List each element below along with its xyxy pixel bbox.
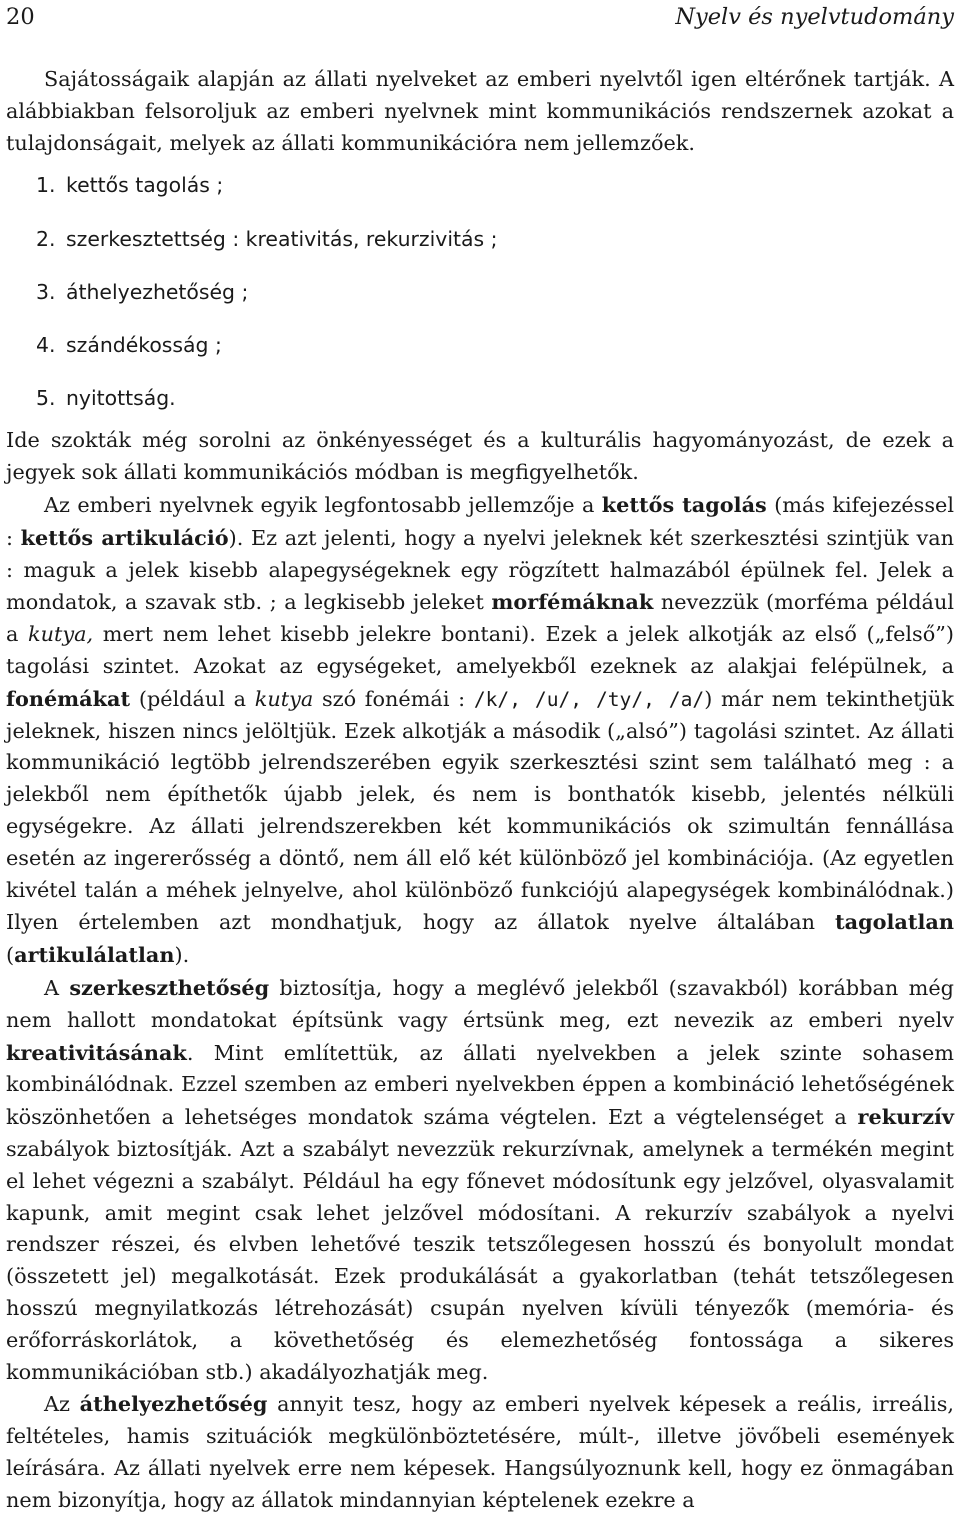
- term-phonemes: fonémákat: [6, 685, 131, 711]
- intro-paragraph: Sajátosságaik alapján az állati nyelveket az emberi nyelvtől igen eltérőnek tartják. A alábbiakban felsoroljuk az emberi nyelvnek mint kommunikációs rendszernek azokat a tulajdonságait, melyek az állati kommunikációra nem jellemzőek.: [6, 67, 954, 155]
- example-word: kutya: [254, 686, 314, 711]
- list-item-label: nyitottság.: [66, 386, 176, 411]
- list-item-label: szándékosság ;: [66, 333, 222, 357]
- list-item-number: 4.: [36, 333, 56, 357]
- example-word: kutya,: [28, 622, 94, 647]
- term-morphemes: morfémáknak: [491, 589, 654, 615]
- page-number: 20: [6, 4, 35, 30]
- running-head: [6, 2, 954, 32]
- text-run: nevezzük (morféma például a: [6, 590, 954, 647]
- text-run: (más kifejezéssel :: [6, 493, 954, 550]
- after-list-paragraph: Ide szokták még sorolni az önkényességet és a kulturális hagyományozást, de ezek a jegyek sok állati kommunikációs módban is megfigyelhetők.: [6, 428, 954, 485]
- text-run: szabályok biztosítják. Azt a szabályt nevezzük rekurzívnak, amelynek a termékén megint el lehet végezni a szabályt. Például ha egy főnevet módosítunk egy jelzővel, olyasvalamit kapunk, amit megint csak lehet jelzővel módosítani. A rekurzív szabályok a nyelvi rendszer részei, és elvben lehetővé teszik tetszőlegesen hosszú és bonyolult mondat (összetett jel) megalkotását. Ezek produkálását a gyakorlatban (tehát tetszőlegesen hosszú megnyilatkozás létrehozását) csupán nyelven kívüli tényezők (memória- és erőforráskorlátok, a követhetőség és elemezhetőség fontossága a sikeres kommunikációban stb.) akadályozhatják meg.: [6, 1136, 954, 1384]
- term-unarticulated-alt: artikulálatlan: [14, 942, 175, 968]
- text-run: (például a: [130, 686, 255, 711]
- term-syntax: szerkeszthetőség: [69, 974, 270, 1000]
- double-articulation-paragraph: [6, 489, 954, 972]
- list-item-label: szerkesztettség : kreativitás, rekurzivitás ;: [66, 226, 498, 251]
- text-run: biztosítja, hogy a meglévő jelekből (szavakból) korábban még nem hallott mondatokat építsünk vagy értsünk meg, ezt nevezik az emberi nyelv: [6, 975, 954, 1032]
- text-run: . Mint említettük, az állati nyelvekben a jelek szinte sohasem kombinálódnak. Ezzel szemben az emberi nyelvekben éppen a kombináció lehetőségének köszönhetően a lehetséges mondatok száma végtelen. Ezt a végtelenséget a: [6, 1040, 954, 1130]
- list-item-number: 1.: [36, 173, 56, 198]
- list-item-label: áthelyezhetőség ;: [66, 279, 249, 304]
- list-item-number: 2.: [36, 226, 56, 251]
- term-recursive: rekurzív: [857, 1104, 954, 1130]
- text-run: (: [6, 943, 15, 968]
- term-creativity: kreativitásának: [6, 1039, 187, 1065]
- running-title: Nyelv és nyelvtudomány: [675, 4, 954, 30]
- body-text: [6, 64, 954, 1517]
- list-item: [6, 213, 954, 266]
- list-item: [6, 266, 954, 319]
- term-double-articulation: kettős tagolás: [601, 492, 767, 517]
- syntax-paragraph: [6, 972, 954, 1388]
- text-run: Az emberi nyelvnek egyik legfontosabb jellemzője a: [44, 493, 602, 517]
- text-run: annyit tesz, hogy az emberi nyelvek képesek a reális, irreális, feltételes, hamis szituációk megkülönböztetésére, múlt-, illetve jövőbeli események leírására. Az állati nyelvek erre nem képesek. Hangsúlyoznunk kell, hogy ez önmagában nem bizonyítja, hogy az állatok mindannyian képtelenek ezekre a: [6, 1392, 954, 1512]
- term-unarticulated: tagolatlan: [835, 909, 954, 935]
- phoneme-transcription: /k/, /u/, /ty/, /a/: [473, 687, 705, 711]
- text-run: szó fonémái :: [313, 686, 474, 711]
- list-item-label: kettős tagolás ;: [66, 173, 224, 198]
- text-run: ).: [174, 943, 190, 968]
- text-run: mert nem lehet kisebb jelekre bontani). Ezek a jelek alkotják az első („felső”) tagolási szintet. Azokat az egységeket, amelyekből ezeknek az alakjai felépülnek, a: [6, 622, 954, 678]
- text-run: Az: [44, 1392, 80, 1417]
- list-item: [6, 159, 954, 212]
- term-double-articulation-alt: kettős artikuláció: [20, 524, 229, 550]
- list-item: [6, 372, 954, 425]
- text-run: A: [44, 975, 70, 1000]
- text-run: ). Ez azt jelenti, hogy a nyelvi jeleknek két szerkesztési szintjük van : maguk a jelek kisebb alapegységeknek egy rögzített halmazából épülnek fel. Jelek a mondatok, a szavak stb. ; a legkisebb jeleket: [6, 525, 954, 615]
- feature-list: [6, 159, 954, 425]
- list-item-number: 5.: [36, 386, 56, 411]
- text-run: ) már nem tekinthetjük jeleknek, hiszen nincs jelöltjük. Ezek alkotják a második („alsó”) tagolási szintet. Az állati kommunikáció legtöbb jelrendszerében egyik szerkesztési szint sem található meg : a jelekből nem építhetők újabb jelek, és nem is bonthatók kisebb, jelentés nélküli egységekre. Az állati jelrendszerekben két kommunikációs ok szimultán fennállása esetén az ingererősség a döntő, nem áll elő két különböző jel kombinációja. (Az egyetlen kivétel talán a méhek jelnyelve, ahol különböző funkciójú alapegységek kombinálódnak.) Ilyen értelemben azt mondhatjuk, hogy az állatok nyelve általában: [6, 686, 954, 935]
- list-item-number: 3.: [36, 279, 56, 304]
- displacement-paragraph: [6, 1388, 954, 1516]
- list-item: [6, 319, 954, 372]
- term-displacement: áthelyezhetőség: [79, 1391, 268, 1417]
